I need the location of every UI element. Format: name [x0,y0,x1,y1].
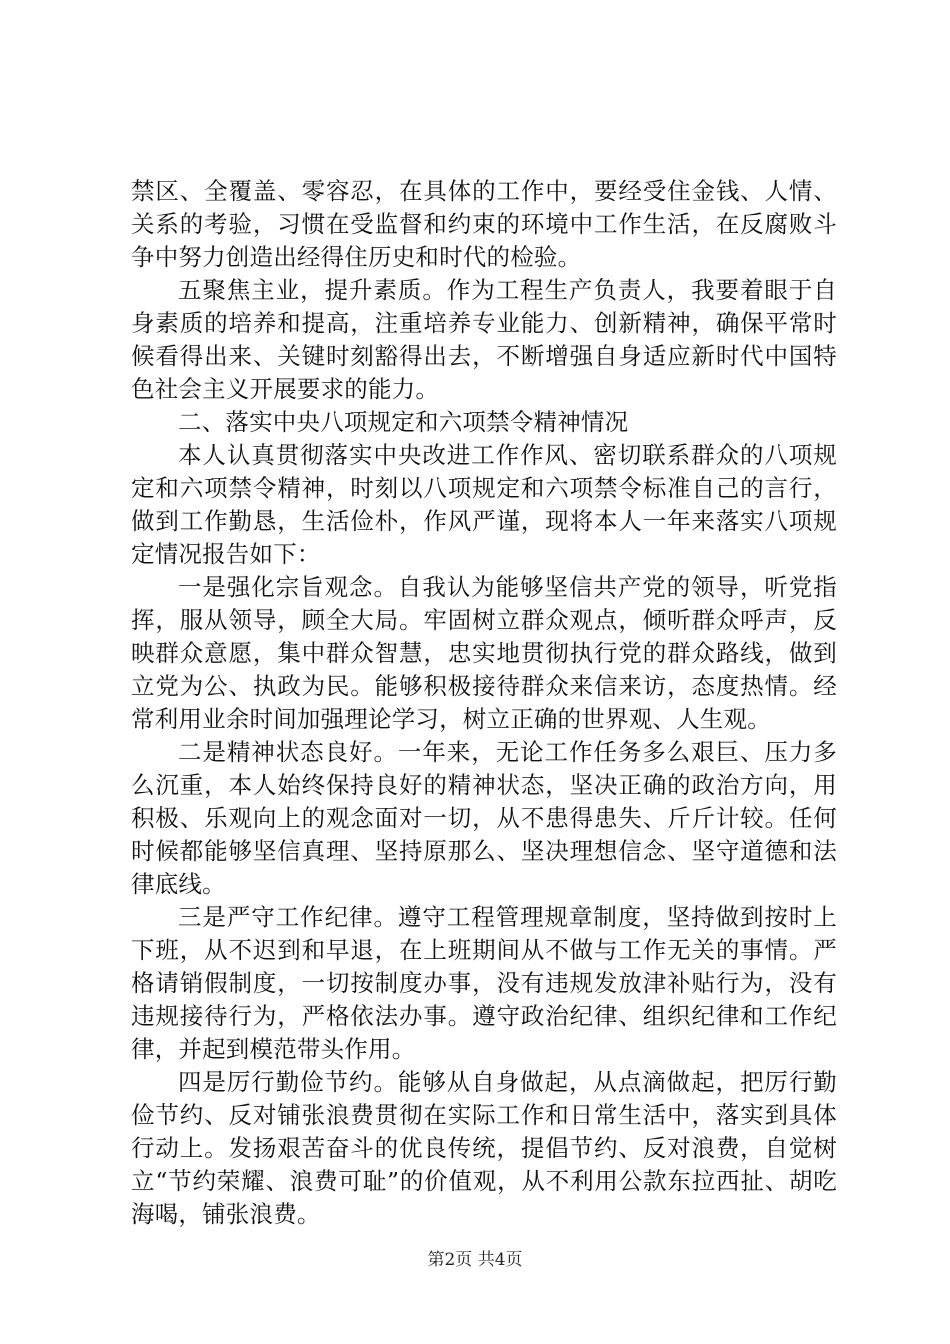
paragraph-mental-state: 二是精神状态良好。一年来，无论工作任务多么艰巨、压力多么沉重，本人始终保持良好的精神状态，坚决正确的政治方向，用积极、乐观向上的观念面对一切，从不患得患失、斤斤计较。任何时候都能够坚信真理、坚持原那么、坚决理想信念、坚守道德和法律底线。 [131,738,837,898]
paragraph-eight-rules-intro: 本人认真贯彻落实中央改进工作作风、密切联系群众的八项规定和六项禁令精神，时刻以八项规定和六项禁令标准自己的言行，做到工作勤恳，生活俭朴，作风严谨，现将本人一年来落实八项规定情况报告如下： [131,441,837,568]
document-body [131,175,837,1231]
section-heading-eight-rules: 二、落实中央八项规定和六项禁令精神情况 [178,408,629,436]
paragraph-thrift: 四是厉行勤俭节约。能够从自身做起，从点滴做起，把厉行勤俭节约、反对铺张浪费贯彻在实际工作和日常生活中，落实到具体行动上。发扬艰苦奋斗的优良传统，提倡节约、反对浪费，自觉树立“节约荣耀、浪费可耻”的价值观，从不利用公款东拉西扯、胡吃海喝，铺张浪费。 [131,1068,837,1228]
paragraph-focus-main-business: 五聚焦主业，提升素质。作为工程生产负责人，我要着眼于自身素质的培养和提高，注重培养专业能力、创新精神，确保平常时候看得出来、关键时刻豁得出去，不断增强自身适应新时代中国特色社会主义开展要求的能力。 [131,276,837,403]
paragraph-continuation: 禁区、全覆盖、零容忍，在具体的工作中，要经受住金钱、人情、关系的考验，习惯在受监督和约束的环境中工作生活，在反腐败斗争中努力创造出经得住历史和时代的检验。 [131,177,837,271]
paragraph-purpose-concept: 一是强化宗旨观念。自我认为能够坚信共产党的领导，听党指挥，服从领导，顾全大局。牢固树立群众观点，倾听群众呼声，反映群众意愿，集中群众智慧，忠实地贯彻执行党的群众路线，做到立党为公、执政为民。能够积极接待群众来信来访，态度热情。经常利用业余时间加强理论学习，树立正确的世界观、人生观。 [131,573,837,733]
paragraph-work-discipline: 三是严守工作纪律。遵守工程管理规章制度，坚持做到按时上下班，从不迟到和早退，在上班期间从不做与工作无关的事情。严格请销假制度，一切按制度办事，没有违规发放津补贴行为，没有违规接待行为，严格依法办事。遵守政治纪律、组织纪律和工作纪律，并起到模范带头作用。 [131,903,837,1063]
page-number-footer: 第2页 共4页 [427,1250,523,1270]
